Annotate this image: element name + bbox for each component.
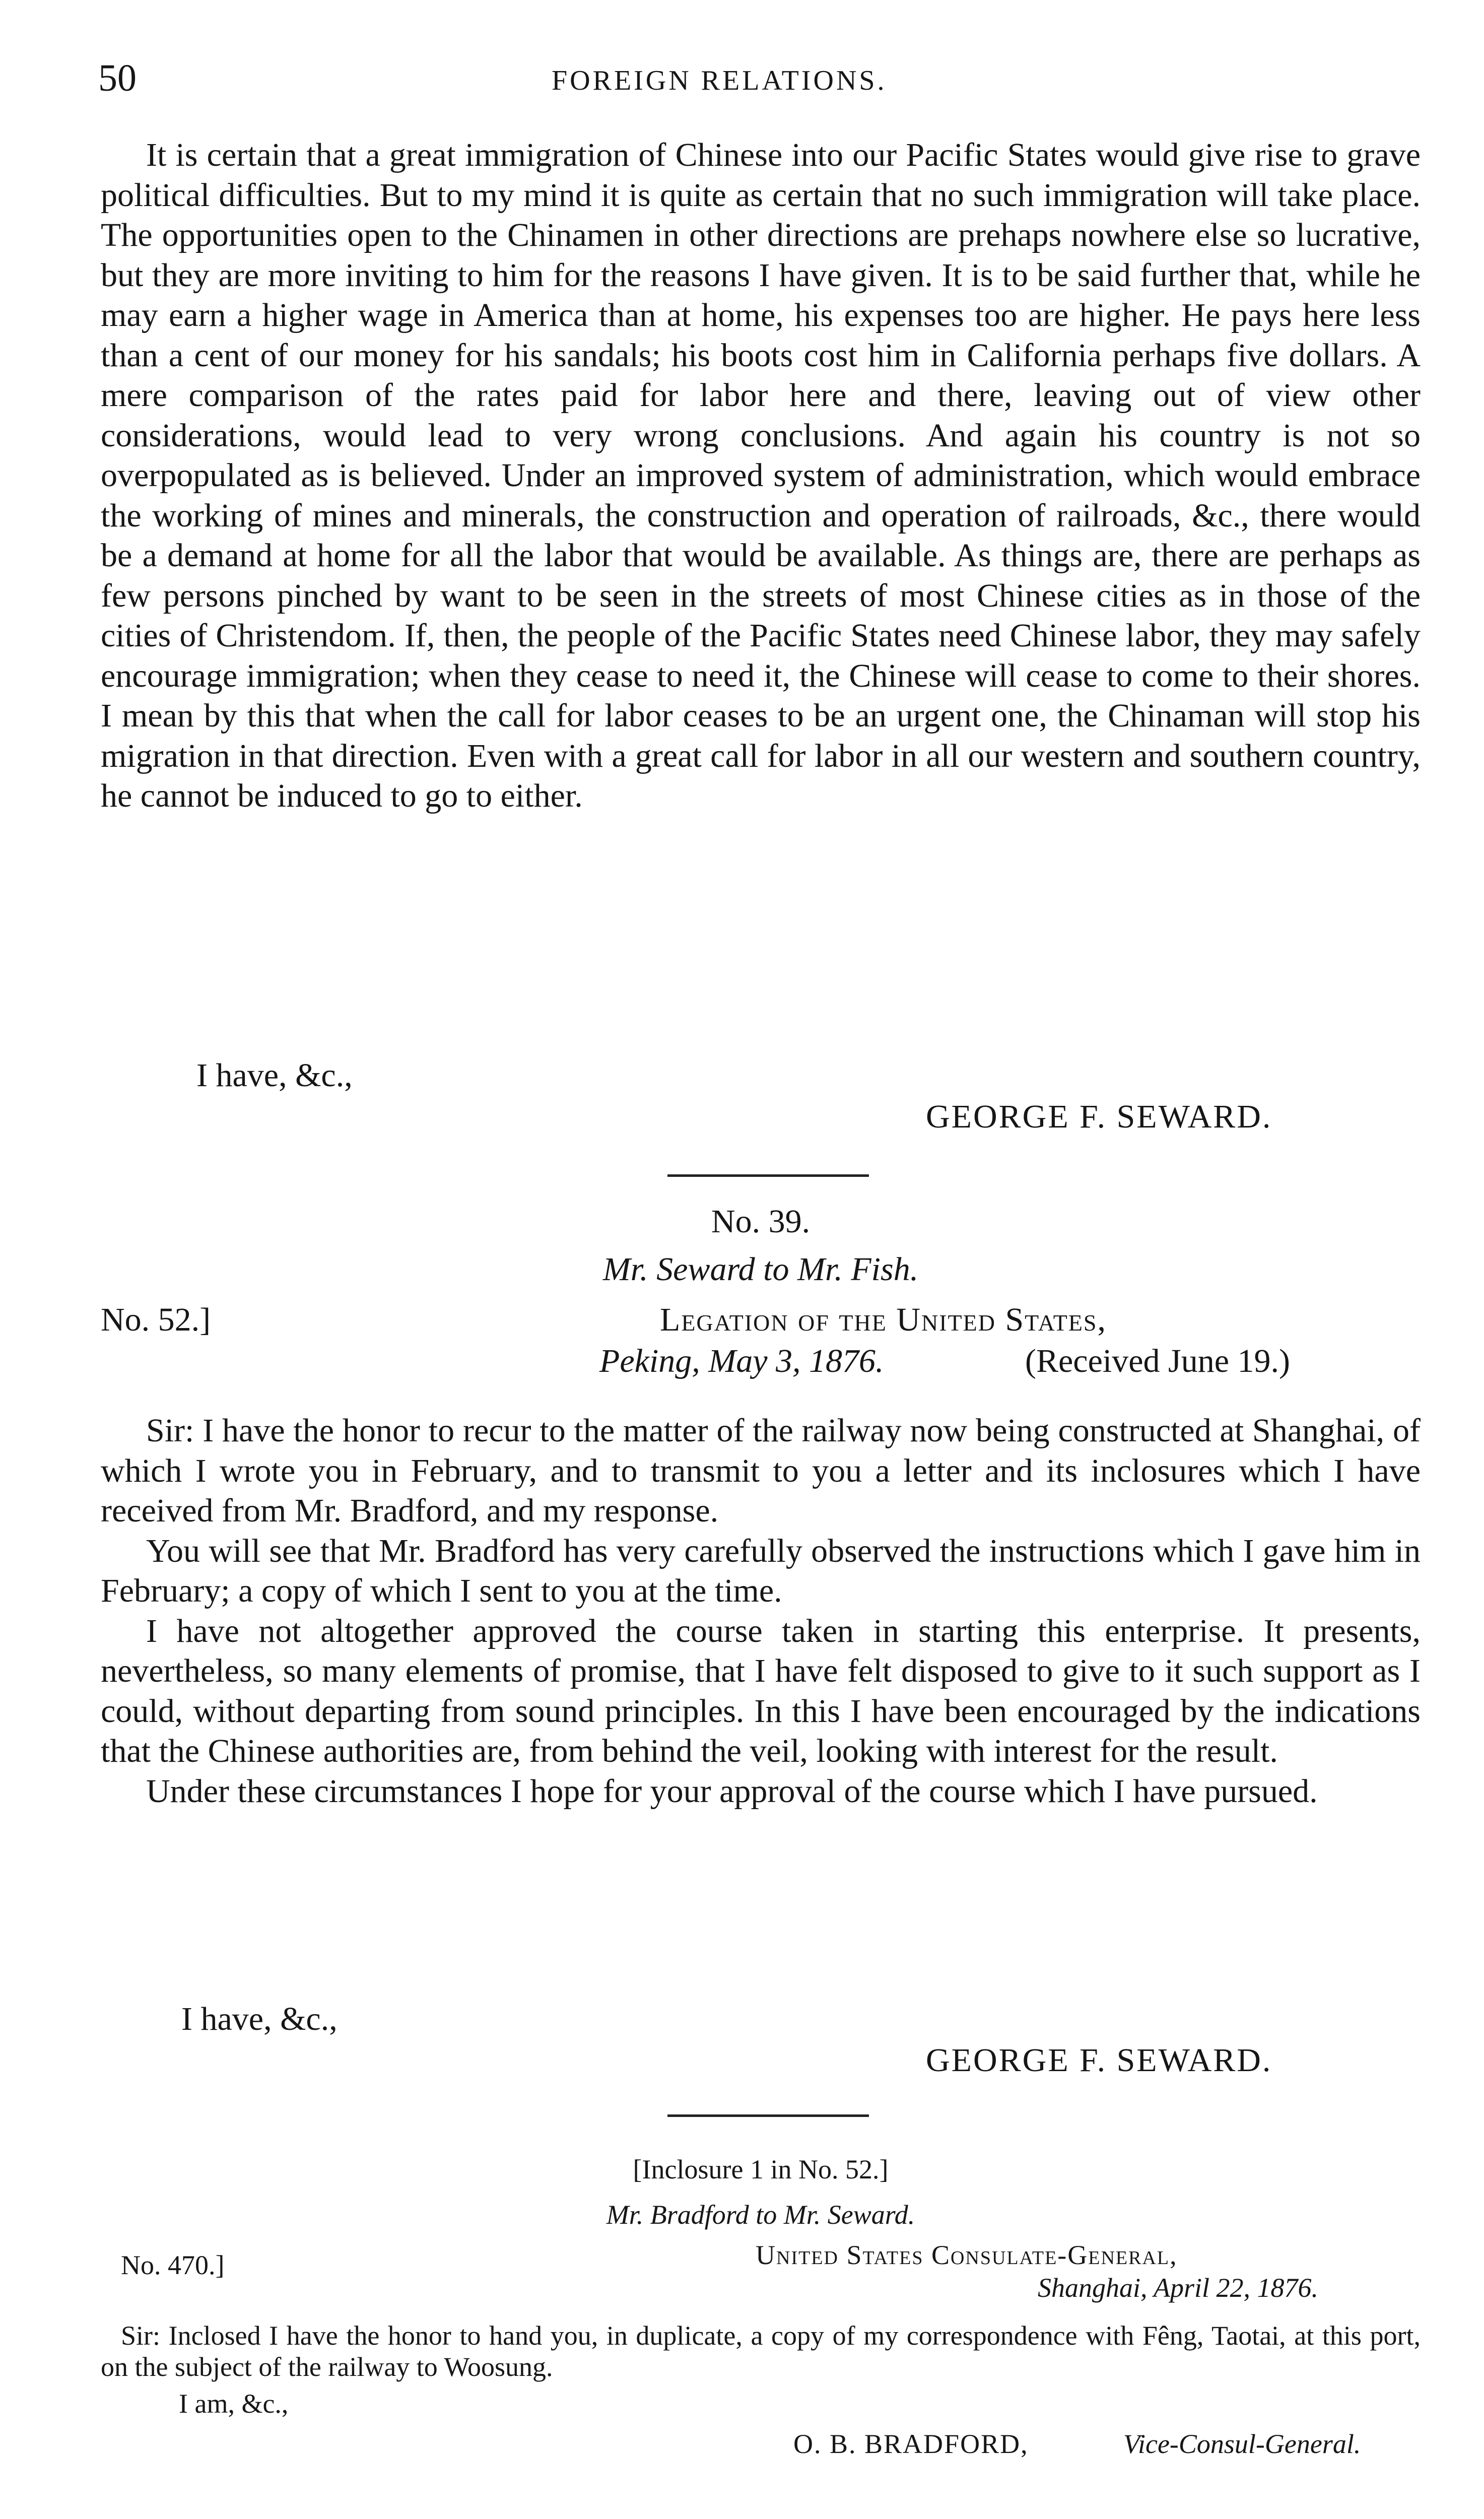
page-header: [98, 53, 1418, 103]
page-number: 50: [98, 57, 137, 99]
section-divider: [667, 1174, 869, 1177]
letter-title: Mr. Seward to Mr. Fish.: [602, 1251, 919, 1288]
inclosure-paragraph: Sir: Inclosed I have the honor to hand you, in duplicate, a copy of my correspondence with Fêng, Taotai, at this port, on the subject of the railway to Woosung.: [101, 2321, 1421, 2382]
document-number: No. 39.: [711, 1203, 811, 1240]
letter2-body: [101, 1411, 1421, 1811]
letter2-paragraph-3: I have not altogether approved the course taken in starting this enterprise. It presents, nevertheless, so many elements of promise, that I have felt disposed to give to it such support as I could, without departing from sound principles. In this I have been encouraged by the indications that the Chinese authorities are, from behind the veil, looking with interest for the result.: [101, 1612, 1421, 1769]
received-date: (Received June 19.): [1025, 1343, 1290, 1379]
letter1-body: [101, 135, 1421, 816]
section-divider-2: [667, 2114, 869, 2117]
inclosure-place-date: Shanghai, April 22, 1876.: [1038, 2273, 1319, 2303]
letter2-closing: I have, &c.,: [181, 2001, 338, 2037]
letter1-signature: GEORGE F. SEWARD.: [926, 1098, 1272, 1135]
consulate-line: United States Consulate-General,: [756, 2240, 1178, 2270]
letter2-paragraph-4: Under these circumstances I hope for your approval of the course which I have pursued.: [146, 1772, 1318, 1810]
running-title: FOREIGN RELATIONS.: [552, 65, 887, 96]
inclosure-label: [Inclosure 1 in No. 52.]: [633, 2154, 889, 2184]
dispatch-number: No. 52.]: [101, 1301, 211, 1338]
letter2-paragraph-2: You will see that Mr. Bradford has very carefully observed the instructions which I gave him in February; a copy of which I sent to you at the time.: [101, 1532, 1421, 1609]
inclosure-title: Mr. Bradford to Mr. Seward.: [606, 2200, 915, 2230]
inclosure-closing: I am, &c.,: [179, 2389, 289, 2419]
letter2-signature: GEORGE F. SEWARD.: [926, 2042, 1272, 2079]
legation-line: Legation of the United States,: [660, 1301, 1107, 1338]
inclosure-signature-title: Vice-Consul-General.: [1123, 2429, 1361, 2459]
inclosure-signature-name: O. B. BRADFORD,: [793, 2429, 1029, 2459]
letter1-paragraph: It is certain that a great immigration of Chinese into our Pacific States would give rise to grave political difficulties. But to my mind it is quite as certain that no such immigration will take place. The opportunities open to the Chinamen in other directions are prehaps nowhere else so lucrative, but they are more inviting to him for the reasons I have given. It is to be said further that, while he may earn a higher wage in America than at home, his expenses too are higher. He pays here less than a cent of our money for his sandals; his boots cost him in California perhaps five dollars. A mere comparison of the rates paid for labor here and there, leaving out of view other considerations, would lead to very wrong conclusions. And again his country is not so overpopulated as is believed. Under an improved system of administration, which would embrace the working of mines and minerals, the construction and operation of railroads, &c., there would be a demand at home for all the labor that would be available. As things are, there are perhaps as few persons pinched by want to be seen in the streets of most Chinese cities as in those of the cities of Christendom. If, then, the people of the Pacific States need Chinese labor, they may safely encourage immigration; when they cease to need it, the Chinese will cease to come to their shores. I mean by this that when the call for labor ceases to be an urgent one, the Chinaman will stop his migration in that direction. Even with a great call for labor in all our western and southern country, he cannot be induced to go to either.: [101, 137, 1421, 814]
inclosure-body: [101, 2320, 1421, 2382]
place-date: Peking, May 3, 1876.: [599, 1343, 884, 1379]
letter2-paragraph-1: Sir: I have the honor to recur to the matter of the railway now being constructed at Shanghai, of which I wrote you in February, and to transmit to you a letter and its inclosures which I have received from Mr. Bradford, and my response.: [101, 1412, 1421, 1529]
inclosure-dispatch-number: No. 470.]: [121, 2250, 225, 2280]
letter1-closing: I have, &c.,: [196, 1057, 353, 1094]
